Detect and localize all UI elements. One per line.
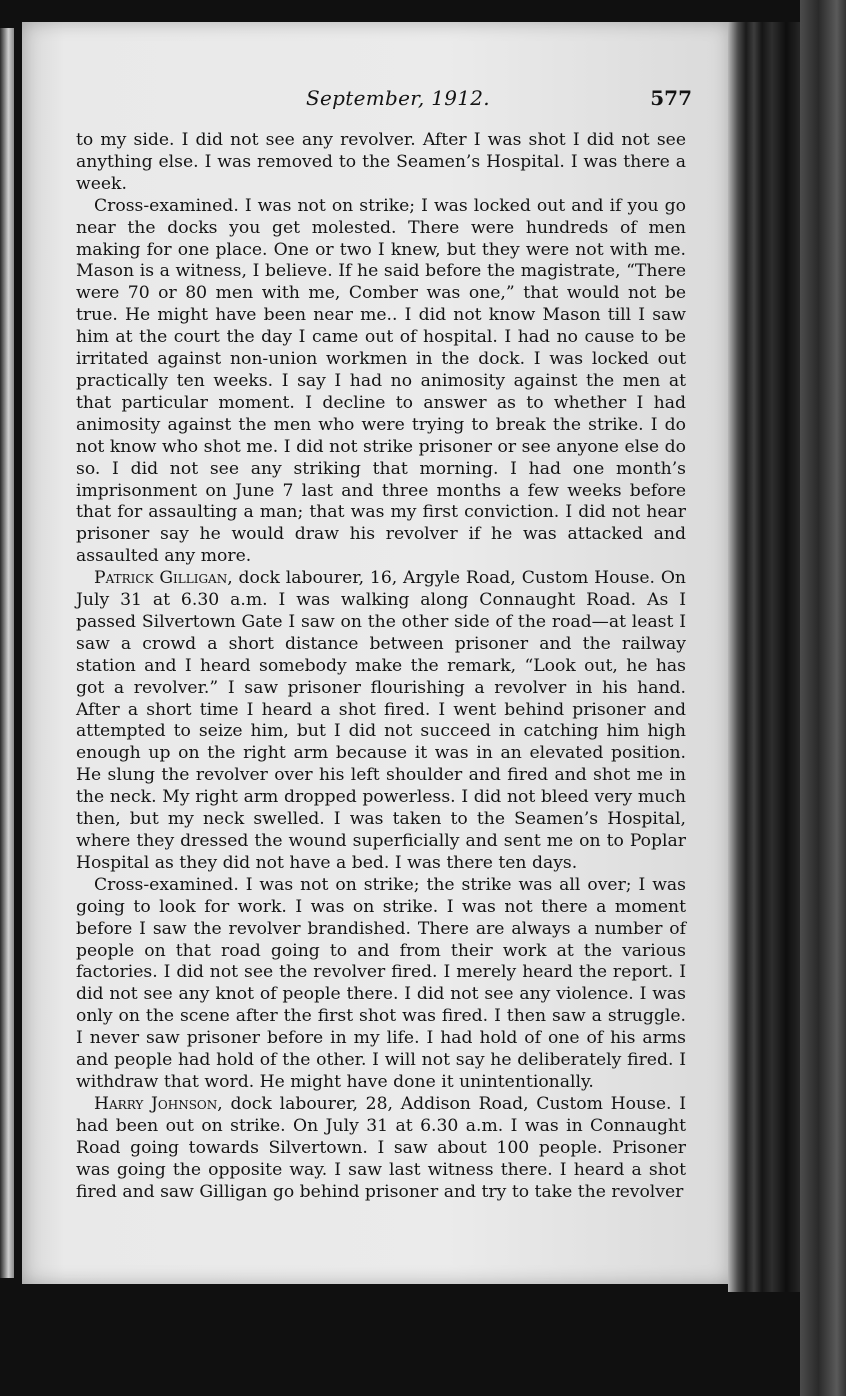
running-head-title: September, 1912. — [306, 86, 490, 110]
facing-page-edge — [0, 28, 14, 1278]
book-page — [22, 22, 730, 1284]
body-text — [76, 130, 686, 1203]
paragraph-text: Cross-examined. I was not on strike; I was locked out and if you go near the docks you get molested. There were hundreds of men making for one place. One or two I knew, but they were not with me. Mason is a witness, I believe. If he said before the magistrate, “There were 70 or 80 men with me, Comber was one,” that would not be true. He might have been near me.. I did not know Mason till I saw him at the court the day I came out of hospital. I had no cause to be irritated against non-union workmen in the dock. I was locked out practically ten weeks. I say I had no animosity against the men at that particular moment. I decline to answer as to whether I had animosity against the men who were trying to break the strike. I do not know who shot me. I did not strike prisoner or see anyone else do so. I did not see any striking that morning. I had one month’s imprisonment on June 7 last and three months a few weeks before that for assaulting a man; that was my first conviction. I did not hear prisoner say he would draw his revolver if he was attacked and assaulted any more. — [76, 195, 686, 567]
paragraph-text: , dock labourer, 28, Addison Road, Custom House. I had been out on strike. On July 31 at 6.30 a.m. I was in Connaught Road going towards Silvertown. I saw about 100 people. Prisoner was going the opposite way. I saw last witness there. I heard a shot fired and saw Gilligan go behind prisoner and try to take the revolver — [76, 1093, 686, 1202]
paragraph-continuation — [76, 130, 686, 196]
witness-name: Patrick Gilligan — [94, 568, 228, 589]
paragraph-witness-johnson — [76, 1094, 686, 1204]
paragraph-text: Cross-examined. I was not on strike; the strike was all over; I was going to look for work. I was on strike. I was not there a moment before I saw the revolver brandished. There are always a number of people on that road going to and from their work at the various factories. I did not see the revolver fired. I merely heard the report. I did not see any knot of people there. I did not see any violence. I was only on the scene after the first shot was fired. I then saw a struggle. I never saw prisoner before in my life. I had hold of one of his arms and people had hold of the other. I will not say he deliberately fired. I withdraw that word. He might have done it unintentionally. — [76, 874, 686, 1092]
paragraph-text: , dock labourer, 16, Argyle Road, Custom House. On July 31 at 6.30 a.m. I was walking along Connaught Road. As I passed Silvertown Gate I saw on the other side of the road—at least I saw a crowd a short distance between prisoner and the railway station and I heard somebody make the remark, “Look out, he has got a revolver.” I saw prisoner flourishing a revolver in his hand. After a short time I heard a shot fired. I went behind prisoner and attempted to seize him, but I did not succeed in catching him high enough up on the right arm because it was in an elevated position. He slung the revolver over his left shoulder and fired and shot me in the neck. My right arm dropped powerless. I did not bleed very much then, but my neck swelled. I was taken to the Seamen’s Hospital, where they dressed the wound superficially and sent me on to Poplar Hospital as they did not have a bed. I was there ten days. — [76, 568, 686, 873]
paragraph-cross-examination-2 — [76, 875, 686, 1094]
page-number: 577 — [650, 86, 692, 110]
paragraph-witness-gilligan — [76, 568, 686, 875]
page-stack-edge — [728, 22, 800, 1292]
binding-shadow — [800, 0, 846, 1396]
running-head — [76, 86, 702, 116]
witness-name: Harry Johnson — [94, 1093, 218, 1114]
paragraph-text: to my side. I did not see any revolver. After I was shot I did not see anything else. I was removed to the Seamen’s Hospital. I was there a week. — [76, 130, 686, 194]
paragraph-cross-examination-1 — [76, 196, 686, 568]
